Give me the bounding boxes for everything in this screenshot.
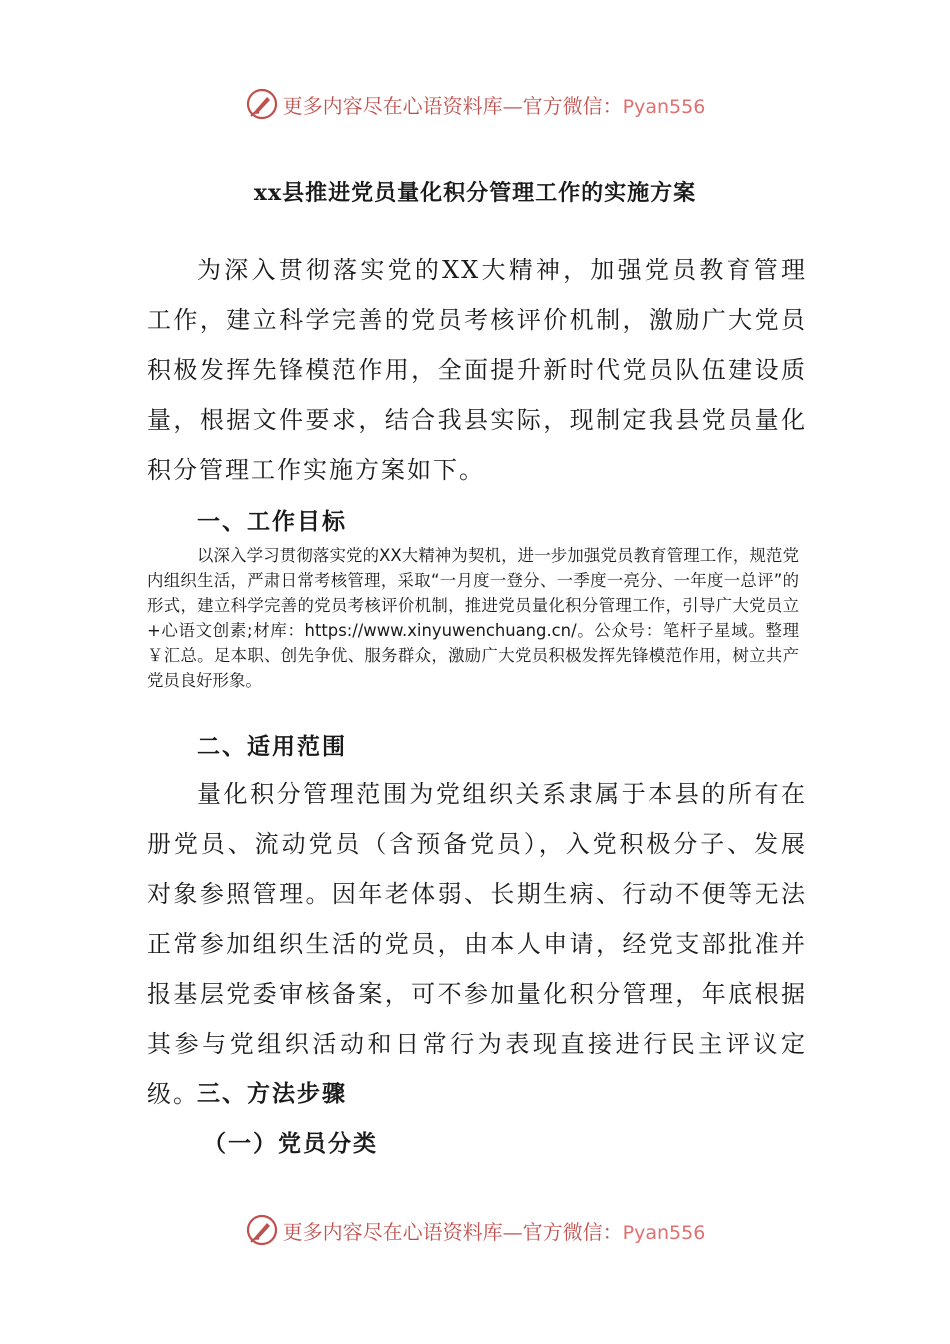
- banner-text: 更多内容尽在心语资料库—官方微信：Pyan556: [282, 93, 706, 118]
- banner-wechat-id: Pyan556: [622, 95, 706, 118]
- section-heading-scope: 二、适用范围: [197, 733, 347, 760]
- section-body-goals: 以深入学习贯彻落实党的XX大精神为契机，进一步加强党员教育管理工作，规范党内组织生活，严肃日常考核管理，采取“一月度一登分、一季度一亮分、一年度一总评”的形式，建立科学完善的党员考核评价机制，推进党员量化积分管理工作，引导广大党员立+心语文创素;材库：https://www.xinyuwenchuang.cn/。公众号：笔杆子星域。整理￥汇总。足本职、创先争优、服务群众，激励广大党员积极发挥先锋模范作用，树立共产党员良好形象。: [147, 546, 799, 690]
- subsection-heading-classification: （一）党员分类: [203, 1130, 378, 1157]
- section-heading-methods: 三、方法步骤: [197, 1080, 347, 1107]
- pen-logo-icon: [245, 87, 279, 121]
- pen-logo-icon: [245, 1213, 279, 1247]
- footer-watermark-banner: [0, 1206, 950, 1254]
- header-watermark-banner: [0, 80, 950, 128]
- intro-paragraph: 为深入贯彻落实党的XX大精神，加强党员教育管理工作，建立科学完善的党员考核评价机制，激励广大党员积极发挥先锋模范作用，全面提升新时代党员队伍建设质量，根据文件要求，结合我县实际，现制定我县党员量化积分管理工作实施方案如下。: [147, 256, 807, 484]
- banner-wechat-id: Pyan556: [622, 1221, 706, 1244]
- document-title: xx县推进党员量化积分管理工作的实施方案: [253, 180, 697, 206]
- banner-text: 更多内容尽在心语资料库—官方微信：Pyan556: [282, 1219, 706, 1244]
- section-heading-goals: 一、工作目标: [197, 508, 347, 535]
- section-body-scope: 量化积分管理范围为党组织关系隶属于本县的所有在册党员、流动党员（含预备党员），入党积极分子、发展对象参照管理。因年老体弱、长期生病、行动不便等无法正常参加组织生活的党员，由本人申请，经党支部批准并报基层党委审核备案，可不参加量化积分管理，年底根据其参与党组织活动和日常行为表现直接进行民主评议定级。: [147, 780, 807, 1108]
